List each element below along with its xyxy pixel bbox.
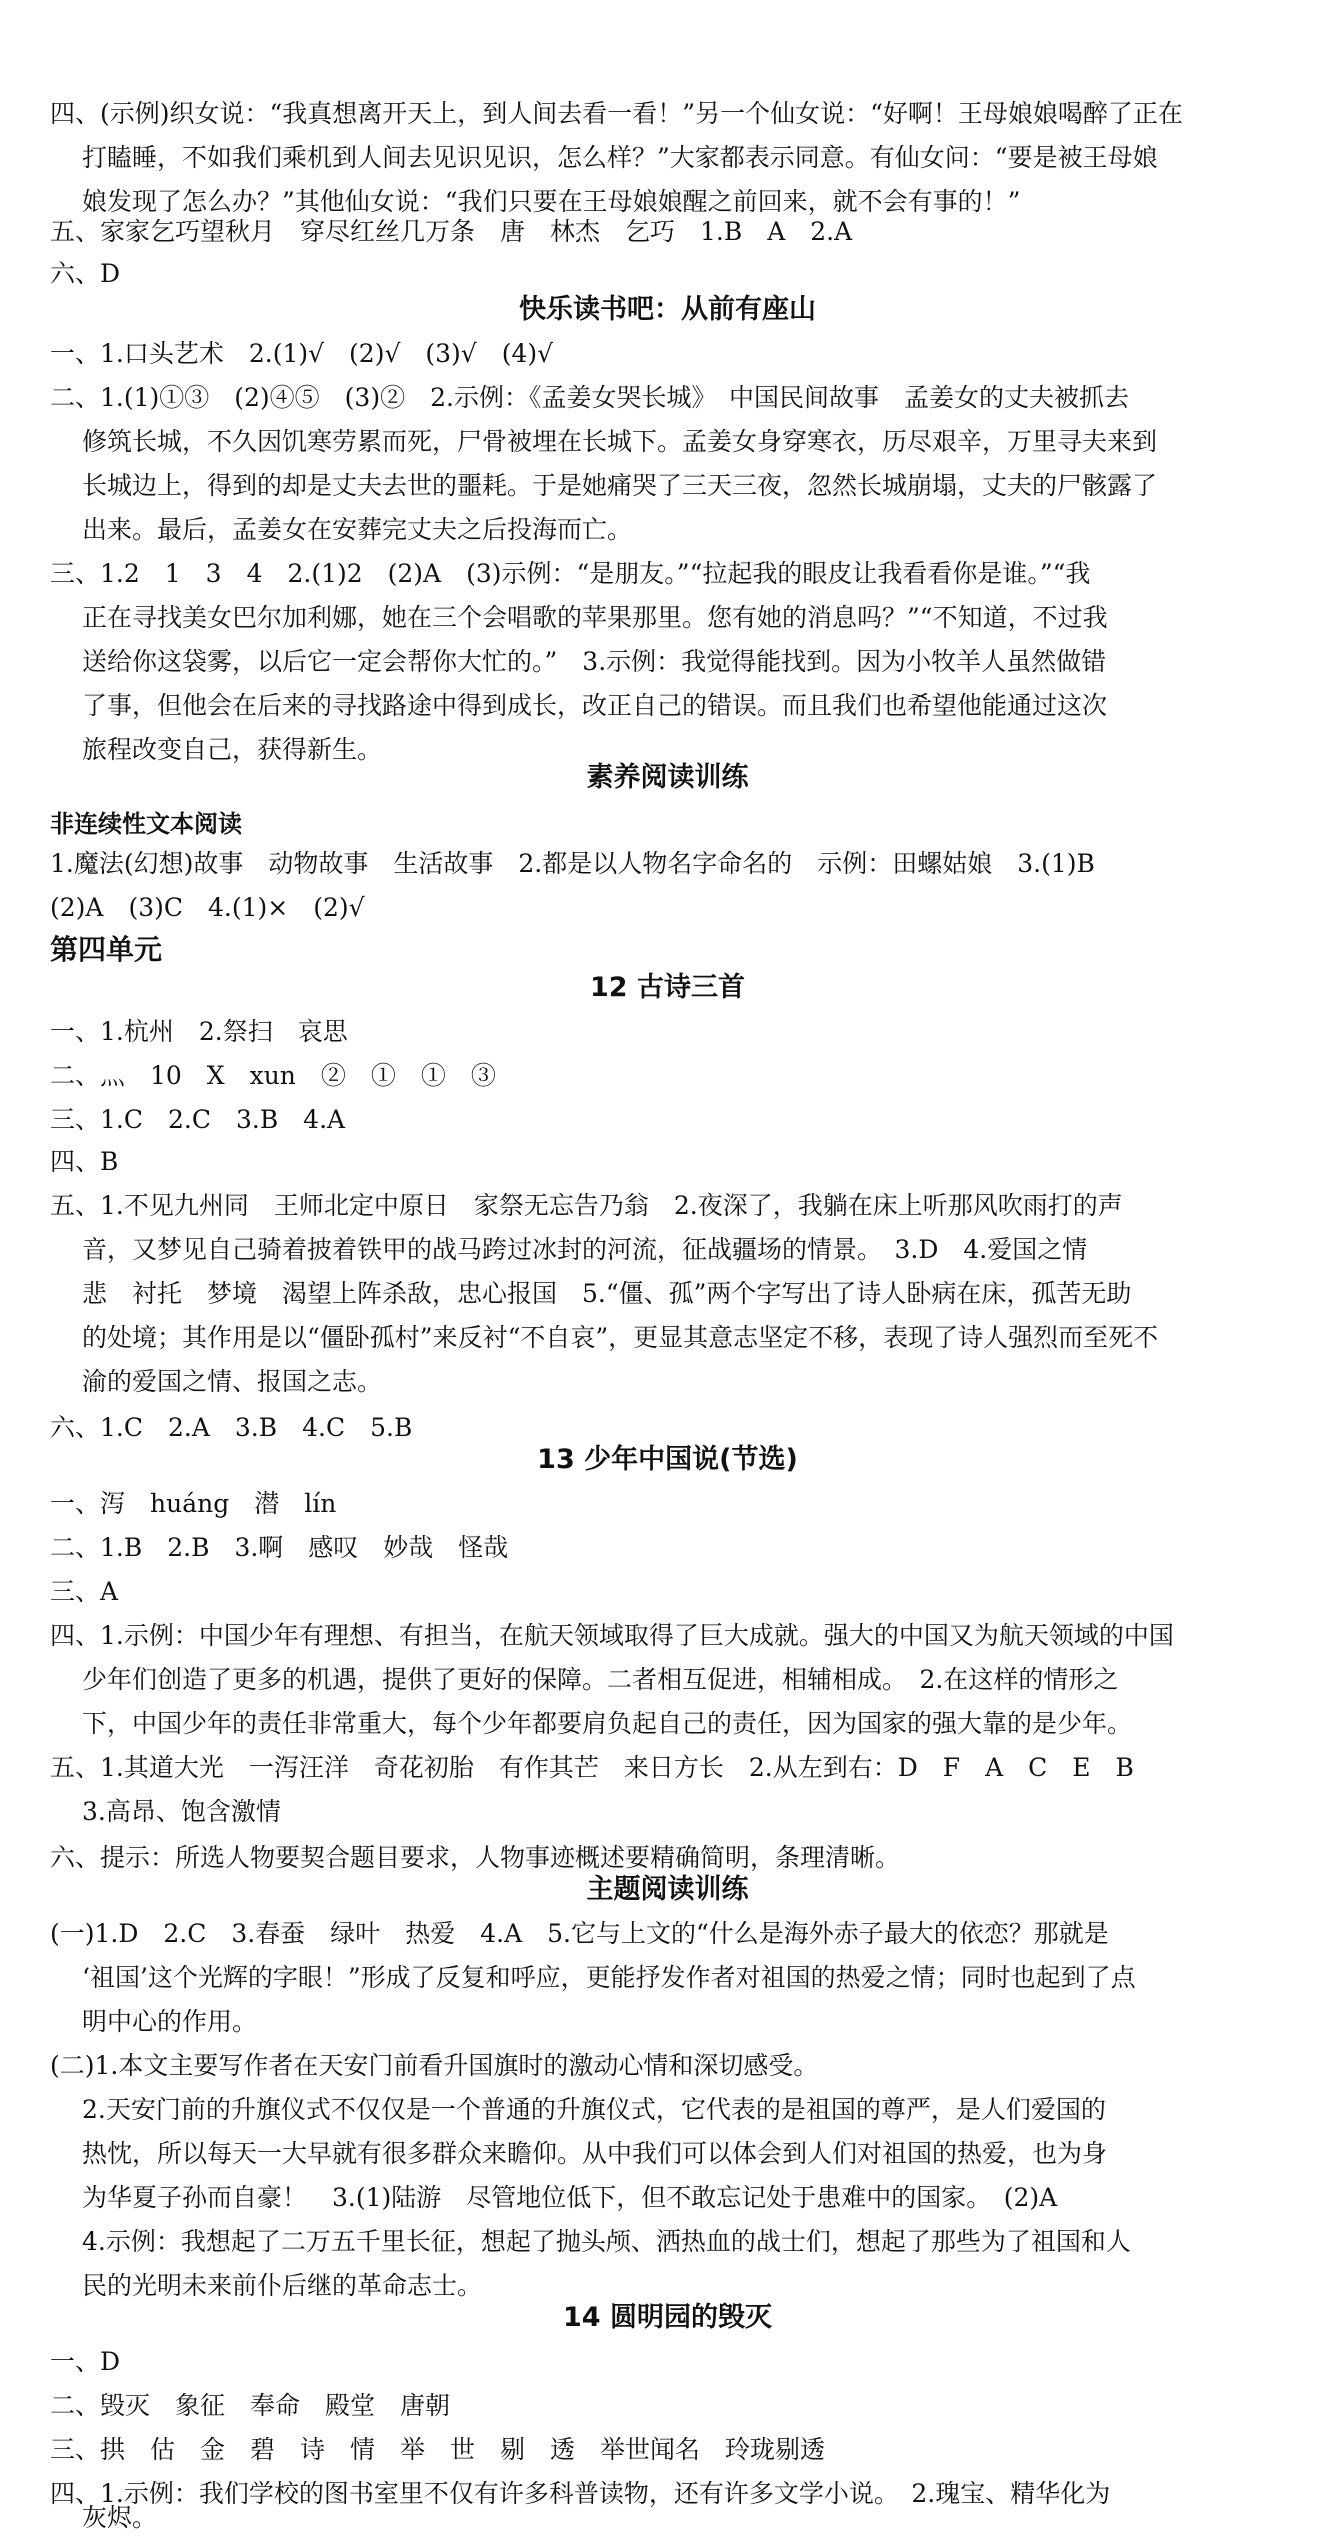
text-line: 下，中国少年的责任非常重大，每个少年都要肩负起自己的责任，因为国家的强大靠的是少年。 — [82, 1709, 1133, 1738]
text-line: 正在寻找美女巴尔加利娜，她在三个会唱歌的苹果那里。您有她的消息吗？”“不知道，不过我 — [82, 603, 1108, 632]
section-title: 13 少年中国说(节选) — [537, 1444, 798, 1475]
section-subtitle: 非连续性文本阅读 — [50, 810, 242, 838]
text-line: 为华夏子孙而自豪！ 3.(1)陆游 尽管地位低下，但不敢忘记处于患难中的国家。 (2)A — [82, 2183, 1058, 2212]
section-title: 12 古诗三首 — [590, 972, 745, 1003]
text-line: 长城边上，得到的却是丈夫去世的噩耗。于是她痛哭了三天三夜，忽然长城崩塌，丈夫的尸骸露了 — [82, 471, 1158, 500]
text-line: 少年们创造了更多的机遇，提供了更好的保障。二者相互促进，相辅相成。 2.在这样的情形之 — [82, 1665, 1119, 1694]
text-line: 渝的爱国之情、报国之志。 — [82, 1367, 383, 1396]
section-title: 14 圆明园的毁灭 — [563, 2302, 772, 2333]
text-line: 五、1.其道大光 一泻汪洋 奇花初胎 有作其芒 来日方长 2.从左到右：D F A C E B — [50, 1753, 1134, 1782]
text-line: 旅程改变自己，获得新生。 — [82, 735, 383, 764]
text-line: 六、提示：所选人物要契合题目要求，人物事迹概述要精确简明，条理清晰。 — [50, 1843, 901, 1872]
text-line: 娘发现了怎么办？”其他仙女说：“我们只要在王母娘娘醒之前回来，就不会有事的！” — [82, 187, 1021, 216]
text-line: 出来。最后，孟姜女在安葬完丈夫之后投海而亡。 — [82, 515, 633, 544]
text-line: 悲 衬托 梦境 渴望上阵杀敌，忠心报国 5.“僵、孤”两个字写出了诗人卧病在床，孤苦无助 — [82, 1279, 1132, 1308]
text-line: 2.天安门前的升旗仪式不仅仅是一个普通的升旗仪式，它代表的是祖国的尊严，是人们爱国的 — [82, 2095, 1106, 2124]
text-line: 一、1.杭州 2.祭扫 哀思 — [50, 1017, 348, 1046]
text-line: 明中心的作用。 — [82, 2007, 258, 2036]
text-line: 了事，但他会在后来的寻找路途中得到成长，改正自己的错误。而且我们也希望他能通过这次 — [82, 691, 1108, 720]
text-line: 民的光明未来前仆后继的革命志士。 — [82, 2271, 483, 2300]
text-line: 四、1.示例：我们学校的图书室里不仅有许多科普读物，还有许多文学小说。 2.瑰宝、精华化为 — [50, 2479, 1111, 2508]
text-line: 修筑长城，不久因饥寒劳累而死，尸骨被埋在长城下。孟姜女身穿寒衣，历尽艰辛，万里寻夫来到 — [82, 427, 1158, 456]
text-line: 六、D — [50, 259, 121, 288]
text-line: ‘祖国’这个光辉的字眼！”形成了反复和呼应，更能抒发作者对祖国的热爱之情；同时也起到了点 — [82, 1963, 1136, 1992]
text-line: 3.高昂、饱含激情 — [82, 1797, 281, 1826]
text-line: 热忱，所以每天一大早就有很多群众来瞻仰。从中我们可以体会到人们对祖国的热爱，也为身 — [82, 2139, 1108, 2168]
text-line: 二、1.B 2.B 3.啊 感叹 妙哉 怪哉 — [50, 1533, 509, 1562]
text-line: 三、1.2 1 3 4 2.(1)2 (2)A (3)示例：“是朋友。”“拉起我的眼皮让我看看你是谁。”“我 — [50, 559, 1091, 588]
text-line: 二、灬 10 X xun ② ① ① ③ — [50, 1061, 496, 1090]
section-title: 快乐读书吧：从前有座山 — [519, 294, 816, 325]
text-line: 三、1.C 2.C 3.B 4.A — [50, 1105, 346, 1134]
text-line: (一)1.D 2.C 3.春蚕 绿叶 热爱 4.A 5.它与上文的“什么是海外赤子最大的依恋？那就是 — [50, 1919, 1109, 1948]
text-line: 四、(示例)织女说：“我真想离开天上，到人间去看一看！”另一个仙女说：“好啊！王母娘娘喝醉了正在 — [50, 99, 1183, 128]
text-line: 一、泻 huáng 潜 lín — [50, 1489, 337, 1518]
text-line: 四、B — [50, 1147, 119, 1176]
text-line: 五、家家乞巧望秋月 穿尽红丝几万条 唐 林杰 乞巧 1.B A 2.A — [50, 217, 853, 246]
text-line: 音，又梦见自己骑着披着铁甲的战马跨过冰封的河流，征战疆场的情景。 3.D 4.爱国之情 — [82, 1235, 1088, 1264]
text-line: (二)1.本文主要写作者在天安门前看升国旗时的激动心情和深切感受。 — [50, 2051, 819, 2080]
section-title: 素养阅读训练 — [586, 762, 749, 793]
text-line: 送给你这袋雾，以后它一定会帮你大忙的。” 3.示例：我觉得能找到。因为小牧羊人虽然做错 — [82, 647, 1107, 676]
unit-heading: 第四单元 — [50, 933, 163, 966]
text-line: 六、1.C 2.A 3.B 4.C 5.B — [50, 1413, 413, 1442]
text-line: 灰烬。 — [82, 2503, 158, 2532]
text-line: (2)A (3)C 4.(1)× (2)√ — [50, 893, 365, 922]
text-line: 1.魔法(幻想)故事 动物故事 生活故事 2.都是以人物名字命名的 示例：田螺姑娘 3.(1)B — [50, 849, 1095, 878]
text-line: 4.示例：我想起了二万五千里长征，想起了抛头颅、洒热血的战士们，想起了那些为了祖国和人 — [82, 2227, 1131, 2256]
section-title: 主题阅读训练 — [586, 1874, 749, 1905]
text-line: 五、1.不见九州同 王师北定中原日 家祭无忘告乃翁 2.夜深了，我躺在床上听那风吹雨打的声 — [50, 1191, 1123, 1220]
text-line: 三、A — [50, 1577, 119, 1606]
text-line: 的处境；其作用是以“僵卧孤村”来反衬“不自哀”，更显其意志坚定不移，表现了诗人强烈而至死不 — [82, 1323, 1159, 1352]
text-line: 三、拱 估 金 碧 诗 情 举 世 剔 透 举世闻名 玲珑剔透 — [50, 2435, 826, 2464]
text-line: 打瞌睡，不如我们乘机到人间去见识见识，怎么样？”大家都表示同意。有仙女问：“要是被王母娘 — [82, 143, 1158, 172]
text-line: 二、1.(1)①③ (2)④⑤ (3)② 2.示例：《孟姜女哭长城》 中国民间故事 孟姜女的丈夫被抓去 — [50, 383, 1129, 412]
text-line: 四、1.示例：中国少年有理想、有担当，在航天领域取得了巨大成就。强大的中国又为航天领域的中国 — [50, 1621, 1174, 1650]
text-line: 一、1.口头艺术 2.(1)√ (2)√ (3)√ (4)√ — [50, 339, 554, 368]
text-line: 一、D — [50, 2347, 121, 2376]
text-line: 二、毁灭 象征 奉命 殿堂 唐朝 — [50, 2391, 451, 2420]
